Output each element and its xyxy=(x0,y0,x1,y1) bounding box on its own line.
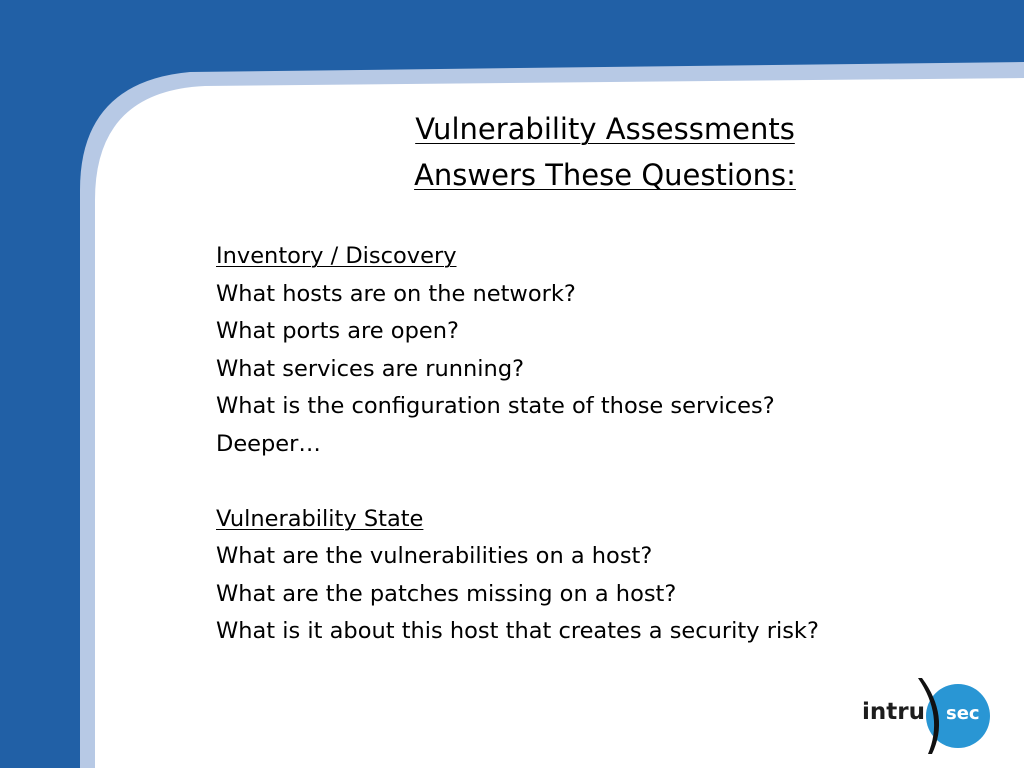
slide-title-line-1: Vulnerability Assessments xyxy=(415,112,795,146)
slide-title xyxy=(250,106,960,198)
section-heading-inventory-discovery: Inventory / Discovery xyxy=(216,243,457,269)
vulnerability-question-missing-patches: What are the patches missing on a host? xyxy=(216,580,677,607)
inventory-question-services: What services are running? xyxy=(216,355,525,382)
inventory-question-configuration: What is the configuration state of those services? xyxy=(216,393,775,419)
logo-text-intru: intru xyxy=(862,699,925,725)
inventory-deeper-text: Deeper… xyxy=(216,430,321,457)
section-heading-vulnerability-state: Vulnerability State xyxy=(216,505,424,532)
vulnerability-question-host-vulnerabilities: What are the vulnerabilities on a host? xyxy=(216,543,653,569)
section-spacer xyxy=(216,463,1006,501)
vulnerability-question-security-risk: What is it about this host that creates a security risk? xyxy=(216,618,819,644)
slide-body xyxy=(216,238,1006,651)
inventory-question-ports: What ports are open? xyxy=(216,318,459,344)
slide-title-line-2: Answers These Questions: xyxy=(414,158,796,192)
inventory-question-hosts: What hosts are on the network? xyxy=(216,280,576,307)
logo-text-sec: sec xyxy=(946,703,980,724)
intrusec-logo xyxy=(858,674,998,758)
